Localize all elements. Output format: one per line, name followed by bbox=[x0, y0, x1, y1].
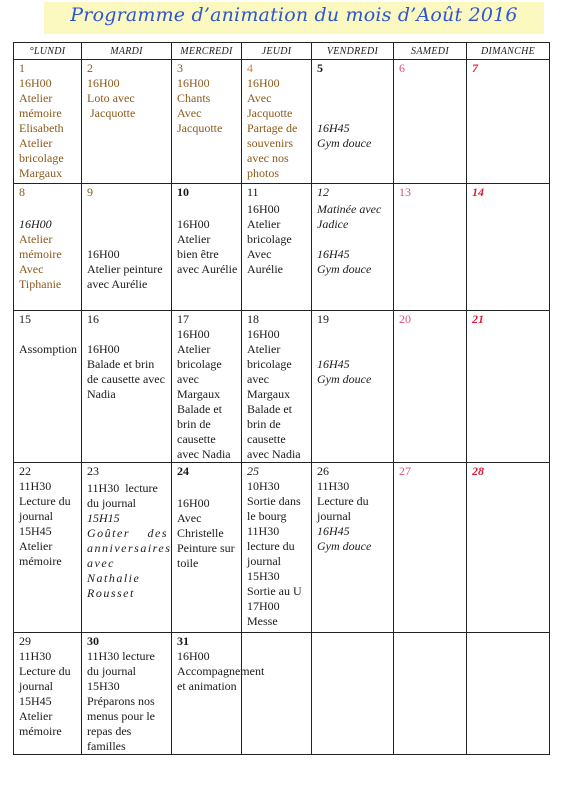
day-number: 23 bbox=[87, 464, 99, 478]
event-text: 16H00 Atelier mémoire Elisabeth Atelier bricolage Margaux bbox=[19, 76, 64, 180]
day-number: 18 bbox=[247, 312, 259, 326]
day-number: 17 bbox=[177, 312, 189, 326]
day-cell bbox=[14, 60, 82, 184]
day-cell bbox=[312, 633, 394, 755]
day-cell bbox=[394, 311, 467, 463]
day-cell bbox=[467, 311, 550, 463]
day-cell bbox=[172, 311, 242, 463]
day-cell bbox=[82, 60, 172, 184]
week-row bbox=[14, 184, 550, 311]
day-cell bbox=[82, 463, 176, 633]
event-text: 11H30 lecture du journal bbox=[87, 481, 161, 510]
week-row bbox=[14, 463, 550, 633]
event-time: 16H00 bbox=[19, 217, 52, 231]
day-number: 7 bbox=[472, 61, 478, 75]
day-cell bbox=[467, 184, 550, 311]
event-text: Goûter des anniversaires avec Nathalie Rousset bbox=[87, 526, 176, 600]
day-cell bbox=[312, 184, 394, 311]
day-cell bbox=[14, 184, 82, 311]
day-number: 20 bbox=[399, 312, 411, 326]
header-vendredi: VENDREDI bbox=[312, 43, 394, 60]
week-row bbox=[14, 311, 550, 463]
day-number: 31 bbox=[177, 634, 189, 648]
header-lundi: °LUNDI bbox=[14, 43, 82, 60]
calendar-header-row bbox=[14, 43, 550, 60]
day-number: 12 bbox=[317, 185, 329, 199]
day-number: 21 bbox=[472, 312, 484, 326]
event-text: 11H30 Lecture du journal 15H45 Atelier mémoire bbox=[19, 479, 71, 568]
day-number: 6 bbox=[399, 61, 405, 75]
day-number: 3 bbox=[177, 61, 183, 75]
event-text: 16H00 Atelier bien être avec Aurélie bbox=[177, 217, 238, 276]
event-text: 16H00 Atelier bricolage Avec Aurélie bbox=[247, 202, 292, 276]
event-text: Matinée avec Jadice 16H45 Gym douce bbox=[317, 202, 382, 276]
event-text: 16H45 Gym douce bbox=[317, 357, 372, 386]
event-text: 10H30 Sortie dans le bourg 11H30 lecture du journal 15H30 Sortie au U 17H00 Messe bbox=[247, 479, 302, 628]
day-cell bbox=[242, 633, 312, 755]
day-number: 11 bbox=[247, 185, 259, 199]
day-number: 1 bbox=[19, 61, 25, 75]
header-mercredi: MERCREDI bbox=[172, 43, 242, 60]
day-number: 10 bbox=[177, 185, 189, 199]
day-cell bbox=[312, 311, 394, 463]
event-text: Assomption bbox=[19, 342, 78, 356]
calendar-table bbox=[13, 42, 550, 755]
event-text: 11H30 Lecture du journal 15H45 Atelier mémoire bbox=[19, 649, 71, 738]
day-cell bbox=[14, 633, 82, 755]
day-cell bbox=[312, 60, 394, 184]
header-samedi: SAMEDI bbox=[394, 43, 467, 60]
event-text: 16H00 Atelier bricolage avec Margaux Balade et brin de causette avec Nadia bbox=[177, 327, 231, 461]
event-text: Atelier mémoire Avec Tiphanie bbox=[19, 232, 62, 291]
day-cell bbox=[242, 311, 312, 463]
day-cell bbox=[172, 184, 242, 311]
event-text: 16H00 Accompagnement et animation bbox=[177, 649, 265, 693]
day-cell bbox=[394, 60, 467, 184]
event-text: 16H00 Loto avec Jacquotte bbox=[87, 76, 136, 120]
day-number: 5 bbox=[317, 61, 323, 75]
title-banner bbox=[44, 2, 544, 34]
day-cell bbox=[172, 60, 242, 184]
day-cell bbox=[172, 633, 265, 755]
event-text: 16H00 Avec Christelle Peinture sur toile bbox=[177, 496, 235, 570]
day-cell bbox=[172, 463, 242, 633]
day-number: 25 bbox=[247, 464, 259, 478]
day-number: 16 bbox=[87, 312, 99, 326]
day-number: 13 bbox=[399, 185, 411, 199]
event-time: 15H15 bbox=[87, 511, 120, 525]
day-cell bbox=[467, 633, 550, 755]
day-cell bbox=[14, 463, 82, 633]
day-number: 27 bbox=[399, 464, 411, 478]
day-cell bbox=[242, 60, 312, 184]
event-text: 16H00 Avec Jacquotte Partage de souvenirs avec nos photos bbox=[247, 76, 298, 180]
event-text: 16H00 Balade et brin de causette avec Nadia bbox=[87, 342, 165, 401]
event-text: 16H45 Gym douce bbox=[317, 121, 372, 150]
week-row bbox=[14, 633, 550, 755]
event-text: 11H30 lecture du journal 15H30 Préparons nos menus pour le repas des familles bbox=[87, 649, 155, 753]
day-number: 22 bbox=[19, 464, 31, 478]
day-cell bbox=[242, 184, 312, 311]
day-number: 4 bbox=[247, 61, 253, 75]
day-cell bbox=[14, 311, 82, 463]
day-cell bbox=[467, 463, 550, 633]
day-cell bbox=[242, 463, 312, 633]
day-cell bbox=[82, 633, 172, 755]
day-number: 29 bbox=[19, 634, 31, 648]
day-number: 30 bbox=[87, 634, 99, 648]
day-number: 14 bbox=[472, 185, 484, 199]
day-cell bbox=[394, 463, 467, 633]
day-number: 28 bbox=[472, 464, 484, 478]
day-cell bbox=[467, 60, 550, 184]
day-number: 24 bbox=[177, 464, 189, 478]
day-number: 2 bbox=[87, 61, 93, 75]
event-text: 16H00 Chants Avec Jacquotte bbox=[177, 76, 223, 135]
page-title: Programme d’animation du mois d’Août 2016 bbox=[70, 4, 518, 26]
day-cell bbox=[82, 184, 172, 311]
day-number: 9 bbox=[87, 185, 93, 199]
day-number: 15 bbox=[19, 312, 31, 326]
day-cell bbox=[82, 311, 172, 463]
header-mardi: MARDI bbox=[82, 43, 172, 60]
day-number: 19 bbox=[317, 312, 329, 326]
event-text: 16H45 Gym douce bbox=[317, 524, 372, 553]
day-number: 26 bbox=[317, 464, 329, 478]
day-cell bbox=[312, 463, 394, 633]
event-text: 16H00 Atelier bricolage avec Margaux Balade et brin de causette avec Nadia bbox=[247, 327, 301, 461]
header-jeudi: JEUDI bbox=[242, 43, 312, 60]
event-text: 11H30 Lecture du journal bbox=[317, 479, 369, 523]
day-cell bbox=[394, 633, 467, 755]
day-cell bbox=[394, 184, 467, 311]
event-text: 16H00 Atelier peinture avec Aurélie bbox=[87, 247, 163, 291]
header-dimanche: DIMANCHE bbox=[467, 43, 550, 60]
week-row bbox=[14, 60, 550, 184]
day-number: 8 bbox=[19, 185, 25, 199]
